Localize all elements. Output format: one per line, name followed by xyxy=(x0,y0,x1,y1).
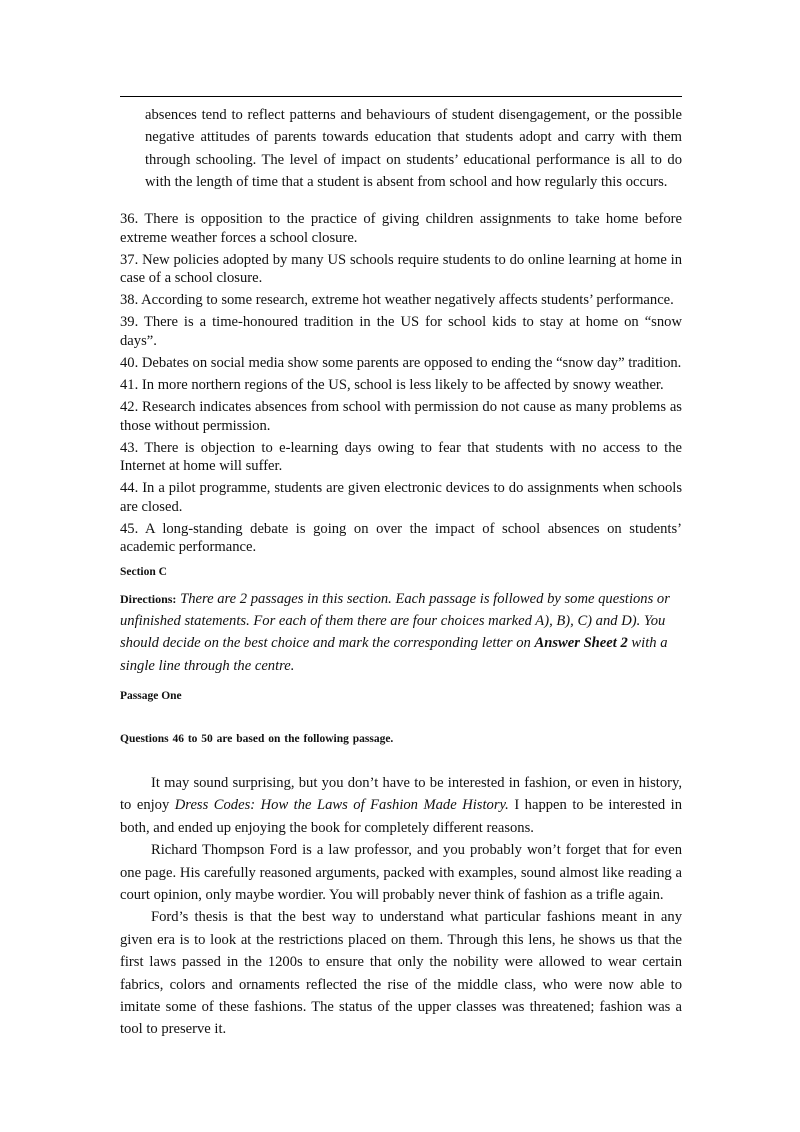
statement-39: 39. There is a time-honoured tradition in the US for school kids to stay at home on “snow days”. xyxy=(120,314,682,349)
header-rule xyxy=(120,96,682,97)
statement-37: 37. New policies adopted by many US schools require students to do online learning at home in case of a school closure. xyxy=(120,251,682,287)
questions-intro: Questions 46 to 50 are based on the following passage. xyxy=(120,733,394,745)
passage-one-heading: Passage One xyxy=(120,690,182,702)
book-title: Dress Codes: How the Laws of Fashion Made History. xyxy=(174,797,509,814)
statement-42: 42. Research indicates absences from school with permission do not cause as many problems as those without permission. xyxy=(120,399,682,434)
statement-43: 43. There is objection to e-learning days owing to fear that students with no access to the Internet at home will suffer. xyxy=(120,439,682,475)
statement-40: 40. Debates on social media show some parents are opposed to ending the “snow day” tradition. xyxy=(120,354,682,371)
directions-text-end: with a single line through the centre. xyxy=(120,635,668,674)
continuation-paragraph: absences tend to reflect patterns and behaviours of student disengagement, or the possible negative attitudes of parents towards education that students adopt and carry with them through schooling. The level of impact on students’ educational performance is all to do with the length of time that a student is absent from school and how regularly this occurs. xyxy=(145,107,682,191)
statement-45: 45. A long-standing debate is going on over the impact of school absences on students’ academic performance. xyxy=(120,520,682,556)
statement-44: 44. In a pilot programme, students are given electronic devices to do assignments when schools are closed. xyxy=(120,480,682,515)
passage-paragraph-3: Ford’s thesis is that the best way to understand what particular fashions meant in any given era is to look at the restrictions placed on them. Through this lens, he shows us that the first laws passed in the 1200s to ensure that only the nobility were allowed to wear certain fabrics, colors and ornaments reflected the rise of the middle class, who were now able to imitate some of these fashions. The status of the upper classes was threatened; fashion was a tool to preserve it. xyxy=(120,909,682,1038)
statement-list xyxy=(120,210,682,560)
section-c-heading: Section C xyxy=(120,566,167,578)
directions-label: Directions: xyxy=(120,592,177,606)
answer-sheet-label: Answer Sheet 2 xyxy=(534,635,628,652)
section-c-directions xyxy=(120,588,680,677)
passage-body xyxy=(120,772,682,1041)
statement-38: 38. According to some research, extreme hot weather negatively affects students’ performance. xyxy=(120,292,674,309)
statement-36: 36. There is opposition to the practice of giving children assignments to take home before extreme weather forces a school closure. xyxy=(120,211,682,246)
statement-41: 41. In more northern regions of the US, school is less likely to be affected by snowy weather. xyxy=(120,376,664,393)
passage-paragraph-2: Richard Thompson Ford is a law professor, and you probably won’t forget that for even one page. His carefully reasoned arguments, packed with examples, sound almost like reading a court opinion, only maybe wordier. You will probably never think of fashion as a trifle again. xyxy=(120,842,682,904)
directions-text: There are 2 passages in this section. Each passage is followed by some questions or unfinished statements. For each of them there are four choices marked A), B), C) and D). You should decide on the best choice and mark the corresponding letter on xyxy=(120,591,670,652)
passage-paragraph-1: It may sound surprising, but you don’t have to be interested in fashion, or even in history, to enjoy Dress Codes: How the Laws of Fashion Made History. I happen to be interested in both, and ended up enjoying the book for completely different reasons. xyxy=(120,775,682,836)
